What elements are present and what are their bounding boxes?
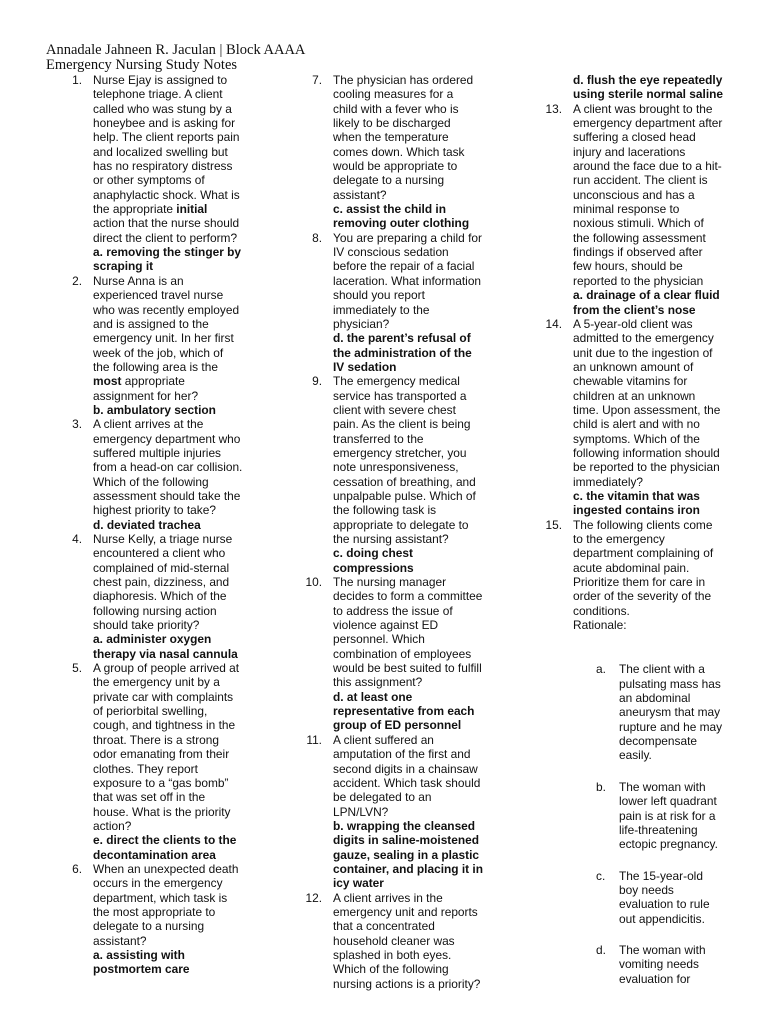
- answer: e. direct the clients to the decontamination area: [93, 833, 237, 862]
- author-line: Annadale Jahneen R. Jaculan | Block AAAA: [46, 42, 306, 58]
- question-12: 12. A client arrives in the emergency unit and reports that a concentrated household cleaner was splashed in both eyes. Which of the following nursing actions is a priority?: [305, 890, 481, 991]
- column-1: [60, 73, 250, 977]
- question-14: 14. A 5-year-old client was admitted to the emergency unit due to the ingestion of an unknown amount of chewable vitamins for children at an unknown time. Upon assessment, the child is alert and with no symptoms. Which of the following information should be reported to the physician immediately? c. the vitamin that was ingested contains iron: [540, 317, 723, 518]
- column-2: [300, 73, 490, 991]
- rationale-item: c. The 15-year-old boy needs evaluation to rule out appendicitis.: [596, 868, 710, 926]
- question-15: 15. The following clients come to the emergency department complaining of acute abdominal pain. Prioritize them for care in order of the severity of the conditions. Rationale:: [540, 518, 723, 633]
- answer: c. assist the child in removing outer clothing: [333, 202, 470, 231]
- answer: a. drainage of a clear fluid from the client’s nose: [573, 288, 720, 317]
- rationale-item: b. The woman with lower left quadrant pain is at risk for a life-threatening ectopic pregnancy.: [596, 779, 718, 852]
- question-1: 1. Nurse Ejay is assigned to telephone triage. A client called who was stung by a honeybee and is asking for help. The client reports pain and localized swelling but has no respiratory distress or other symptoms of anaphylactic shock. What is the appropriate initial action that the nurse should direct the client to perform? a. removing the stinger by scraping it: [72, 73, 242, 274]
- question-11: 11. A client suffered an amputation of the first and second digits in a chainsaw accident. Which task should be delegated to an LPN/LVN? b. wrapping the cleansed digits in saline-moistened gauze, sealing in a plastic container, and placing it in icy water: [306, 732, 483, 891]
- rationale-item: a. The client with a pulsating mass has an abdominal aneurysm that may rupture and he may decompensate easily.: [596, 662, 723, 763]
- answer: d. at least one representative from each group of ED personnel: [333, 689, 475, 733]
- answer: a. assisting with postmortem care: [93, 947, 190, 977]
- answer: d. flush the eye repeatedly using sterile normal saline: [573, 73, 724, 102]
- question-10: 10. The nursing manager decides to form a committee to address the issue of violence against ED personnel. Which combination of employees would be best suited to fulfill this assignment? d. at least one representative from each group of ED personnel: [305, 575, 483, 733]
- question-2: 2. Nurse Anna is an experienced travel nurse who was recently employed and is assigned to the emergency unit. In her first week of the job, which of the following area is the most appropriate assignment for her? b. ambulatory section: [60, 274, 243, 417]
- column-3: [540, 73, 730, 986]
- question-12-answer: [540, 73, 723, 102]
- answer: a. removing the stinger by scraping it: [93, 245, 242, 274]
- question-6: 6. When an unexpected death occurs in the emergency department, which task is the most appropriate to delegate to a nursing assistant? a. assisting with postmortem care: [60, 862, 243, 977]
- question-4: 4. Nurse Kelly, a triage nurse encountered a client who complained of mid-sternal chest pain, dizziness, and diaphoresis. Which of the following nursing action should take priority? a. administer oxygen therapy via nasal cannula: [60, 532, 243, 661]
- rationale-list: [540, 662, 730, 986]
- question-7: 7. The physician has ordered cooling measures for a child with a fever who is likely to be discharged when the temperature comes down. Which task would be appropriate to delegate to a nursing assistant? c. assist the child in removing outer clothing: [300, 73, 481, 231]
- rationale-label: Rationale:: [573, 618, 627, 633]
- question-8: 8. You are preparing a child for IV conscious sedation before the repair of a facial laceration. What information should you report immediately to the physician? d. the parent’s refusal of the administration of the IV sedation: [312, 230, 482, 374]
- document-title: Emergency Nursing Study Notes: [46, 57, 238, 73]
- document-header: [46, 43, 305, 73]
- question-9: 9. The emergency medical service has transported a client with severe chest pain. As the client is being transferred to the emergency stretcher, you note unresponsiveness, cessation of breathing, and unpalpable pulse. Which of the following task is appropriate to delegate to the nursing assistant? c. doing chest compressions: [300, 374, 483, 575]
- question-13: 13. A client was brought to the emergency department after suffering a closed head injury and lacerations around the face due to a hit-run accident. The client is unconscious and has a minimal response to noxious stimuli. Which of the following assessment findings if observed after few hours, should be reported to the physician a. drainage of a clear fluid from the client’s nose: [545, 101, 723, 317]
- question-3: 3. A client arrives at the emergency department who suffered multiple injuries from a head-on car collision. Which of the following assessment should take the highest priority to take? d. deviated trachea: [72, 417, 243, 532]
- answer: d. deviated trachea: [93, 517, 201, 532]
- answer: a. administer oxygen therapy via nasal cannula: [93, 632, 238, 661]
- answer: c. the vitamin that was ingested contains iron: [573, 488, 700, 518]
- answer: b. ambulatory section: [93, 402, 216, 417]
- question-5: 5. A group of people arrived at the emergency unit by a private car with complaints of periorbital swelling, cough, and tightness in the throat. There is a strong odor emanating from their clothes. They report exposure to a “gas bomb” that was set off in the house. What is the priority action? e. direct the clients to the decontamination area: [60, 661, 243, 862]
- answer: d. the parent’s refusal of the administration of the IV sedation: [333, 331, 472, 374]
- rationale-item: d. The woman with vomiting needs evaluation for: [596, 942, 706, 986]
- answer: b. wrapping the cleansed digits in saline-moistened gauze, sealing in a plastic container, and placing it in icy water: [333, 818, 483, 891]
- answer: c. doing chest compressions: [333, 546, 414, 575]
